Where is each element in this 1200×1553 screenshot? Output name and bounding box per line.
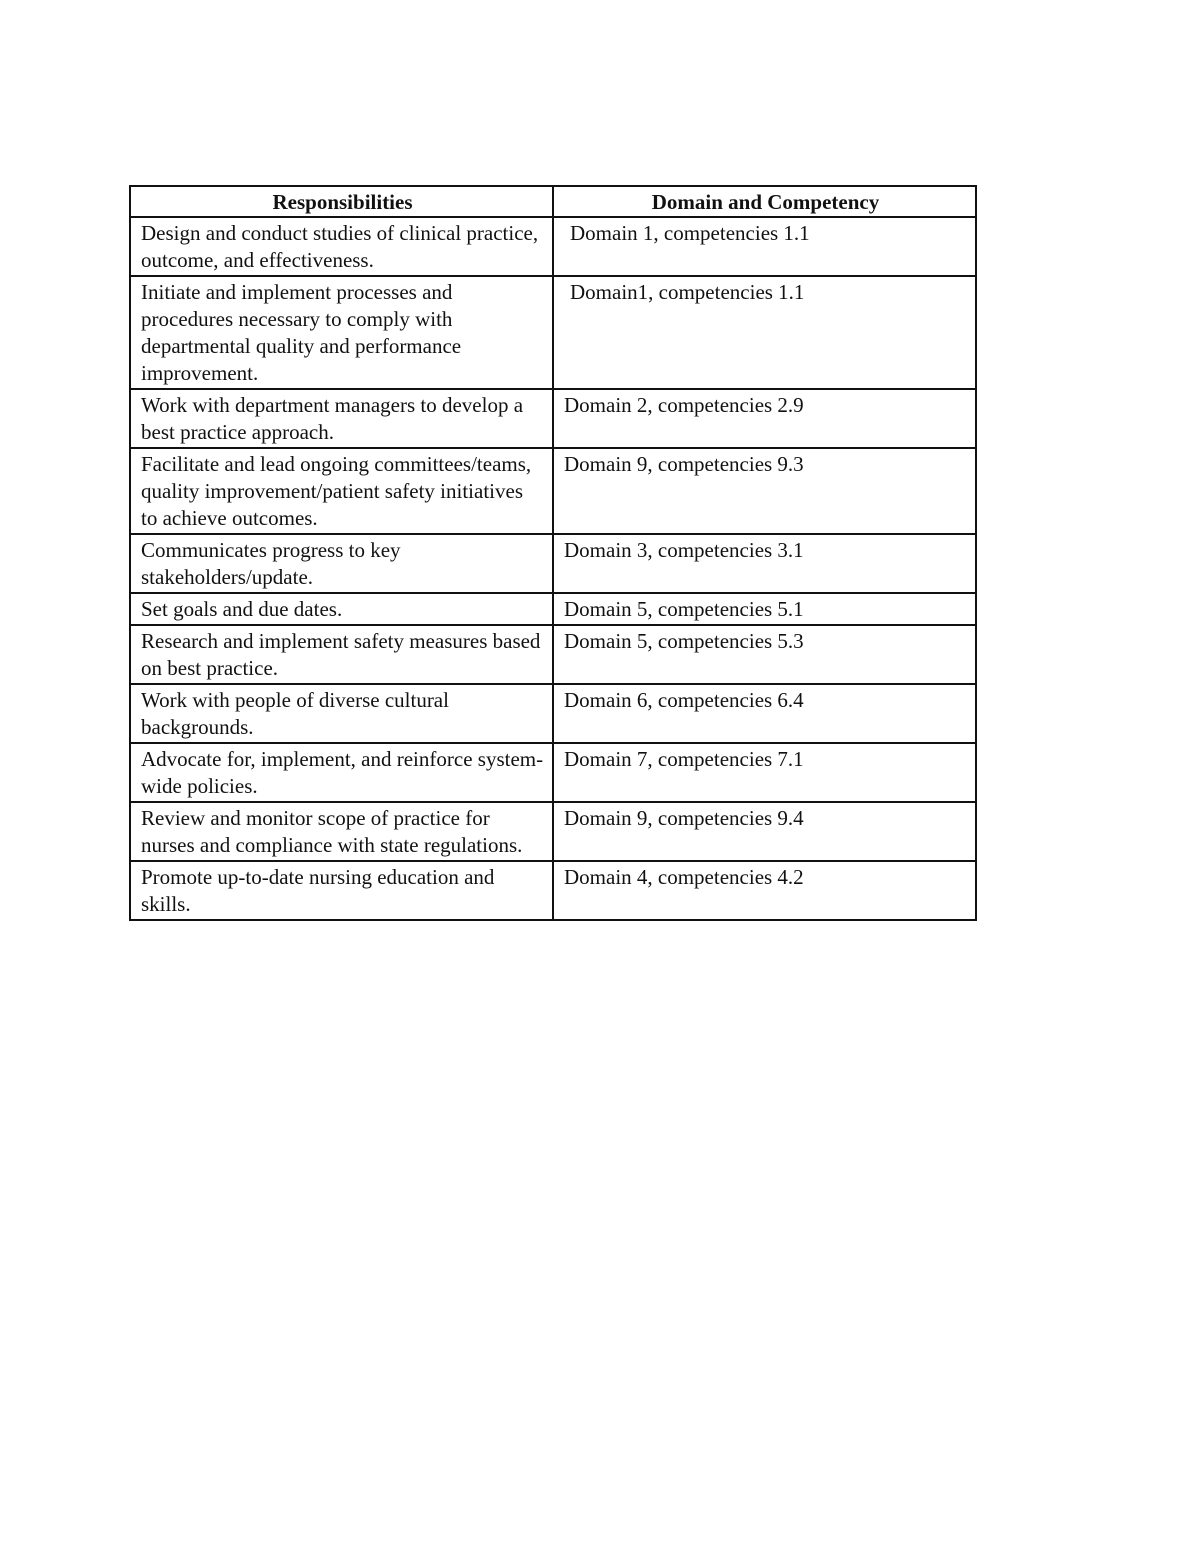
header-responsibilities: Responsibilities (130, 186, 553, 217)
competency-cell: Domain 4, competencies 4.2 (553, 861, 976, 920)
competency-cell: Domain 5, competencies 5.1 (553, 593, 976, 625)
responsibility-cell: Work with people of diverse cultural backgrounds. (130, 684, 553, 743)
responsibility-cell: Initiate and implement processes and procedures necessary to comply with departmental quality and performance improvement. (130, 276, 553, 389)
table-row (130, 625, 976, 684)
competency-cell: Domain 1, competencies 1.1 (553, 217, 976, 276)
responsibility-cell: Set goals and due dates. (130, 593, 553, 625)
competency-cell: Domain 2, competencies 2.9 (553, 389, 976, 448)
table-row (130, 593, 976, 625)
competency-cell: Domain 7, competencies 7.1 (553, 743, 976, 802)
responsibility-cell: Work with department managers to develop a best practice approach. (130, 389, 553, 448)
table-header-row (130, 186, 976, 217)
header-domain-competency: Domain and Competency (553, 186, 976, 217)
table-row (130, 217, 976, 276)
responsibility-cell: Promote up-to-date nursing education and skills. (130, 861, 553, 920)
table-row (130, 534, 976, 593)
table-row (130, 389, 976, 448)
table-row (130, 861, 976, 920)
competency-cell: Domain 9, competencies 9.3 (553, 448, 976, 534)
responsibility-cell: Review and monitor scope of practice for nurses and compliance with state regulations. (130, 802, 553, 861)
responsibility-cell: Design and conduct studies of clinical practice, outcome, and effectiveness. (130, 217, 553, 276)
responsibility-cell: Research and implement safety measures based on best practice. (130, 625, 553, 684)
table-row (130, 743, 976, 802)
competency-cell: Domain 3, competencies 3.1 (553, 534, 976, 593)
responsibility-cell: Facilitate and lead ongoing committees/teams, quality improvement/patient safety initiatives to achieve outcomes. (130, 448, 553, 534)
competency-cell: Domain 6, competencies 6.4 (553, 684, 976, 743)
competency-cell: Domain 5, competencies 5.3 (553, 625, 976, 684)
competency-cell: Domain1, competencies 1.1 (553, 276, 976, 389)
responsibility-cell: Advocate for, implement, and reinforce system-wide policies. (130, 743, 553, 802)
competency-cell: Domain 9, competencies 9.4 (553, 802, 976, 861)
table-row (130, 802, 976, 861)
table-row (130, 684, 976, 743)
table-row (130, 276, 976, 389)
responsibilities-table (129, 185, 977, 921)
responsibility-cell: Communicates progress to key stakeholders/update. (130, 534, 553, 593)
table-row (130, 448, 976, 534)
